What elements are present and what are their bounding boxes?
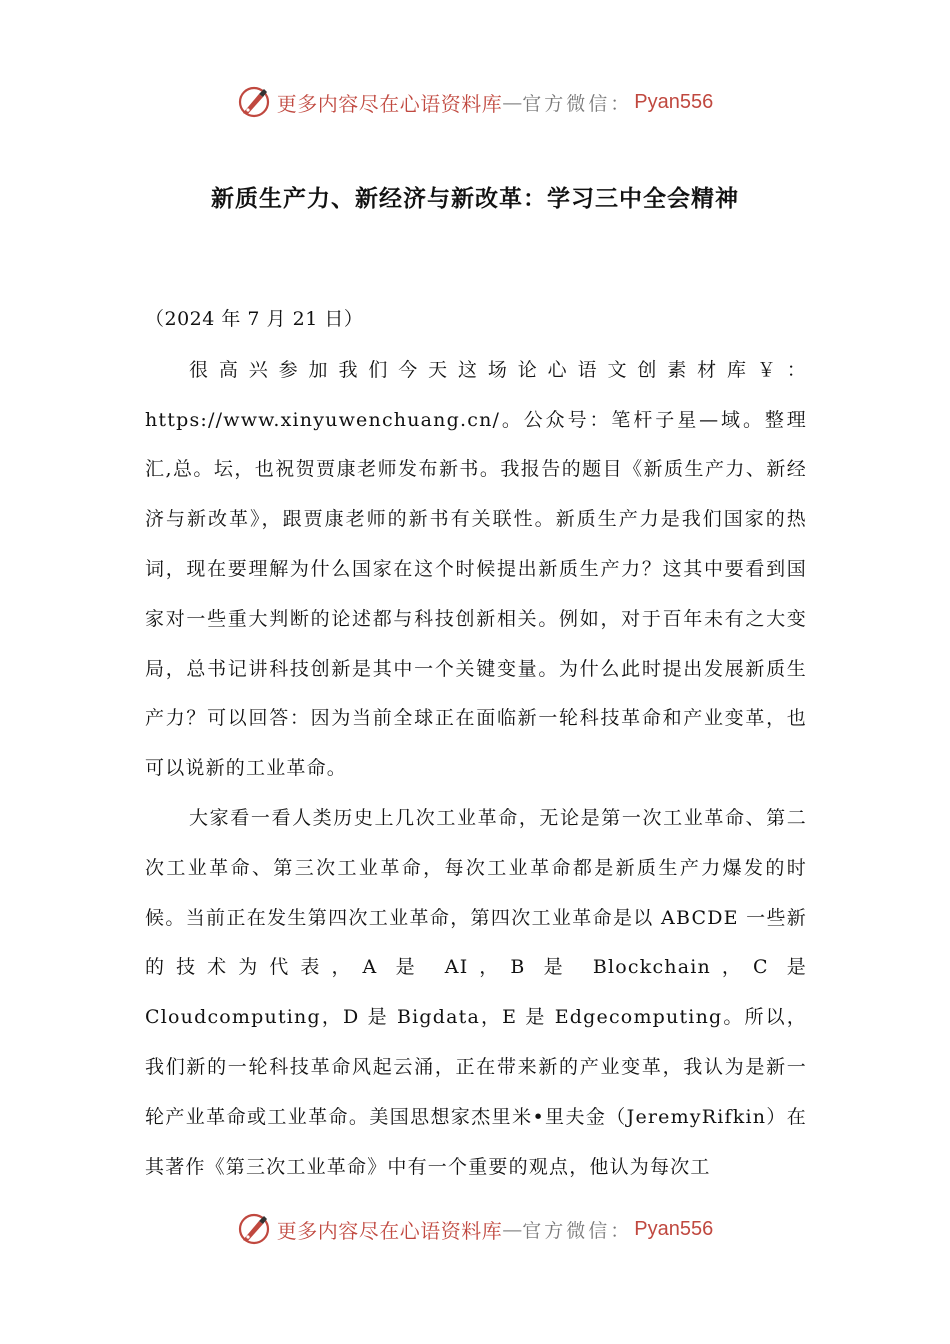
document-date: （2024 年 7 月 21 日） (145, 308, 364, 330)
banner-separator: — (502, 1217, 523, 1241)
banner-wechat-id: Pyan556 (634, 90, 714, 113)
banner-separator: — (502, 90, 523, 114)
banner-wechat-label: 官方微信： (522, 92, 633, 115)
banner-text: 更多内容尽在心语资料库 (276, 91, 503, 116)
paragraph: 大家看一看人类历史上几次工业革命，无论是第一次工业革命、第二次工业革命、第三次工业革命，每次工业革命都是新质生产力爆发的时候。当前正在发生第四次工业革命，第四次工业革命是以 ABCDE 一些新的技术为代表，A 是 AI，B 是 Blockchain，C 是 Cloudcomputing，D 是 Bigdata，E 是 Edgecomputing。所以，我们新的一轮科技革命风起云涌，正在带来新的产业变革，我认为是新一轮产业革命或工业革命。美国思想家杰里米•里夫金（JeremyRifkin）在其著作《第三次工业革命》中有一个重要的观点，他认为每次工 (145, 806, 807, 1178)
banner-wechat-label: 官方微信： (522, 1219, 633, 1242)
document-title: 新质生产力、新经济与新改革：学习三中全会精神 (211, 186, 739, 212)
document-body (145, 295, 807, 1192)
pen-logo-icon (237, 85, 271, 119)
banner-wechat-id: Pyan556 (634, 1217, 714, 1240)
pen-logo-icon (237, 1212, 271, 1246)
banner-text: 更多内容尽在心语资料库 (276, 1218, 503, 1243)
footer-banner (0, 1209, 950, 1249)
paragraph: 很高兴参加我们今天这场论心语文创素材库￥：https://www.xinyuwenchuang.cn/。公众号：笔杆子星—域。整理汇,总。坛，也祝贺贾康老师发布新书。我报告的题目《新质生产力、新经济与新改革》，跟贾康老师的新书有关联性。新质生产力是我们国家的热词，现在要理解为什么国家在这个时候提出新质生产力？这其中要看到国家对一些重大判断的论述都与科技创新相关。例如，对于百年未有之大变局，总书记讲科技创新是其中一个关键变量。为什么此时提出发展新质生产力？可以回答：因为当前全球正在面临新一轮科技革命和产业变革，也可以说新的工业革命。 (145, 358, 807, 780)
header-banner (0, 82, 950, 122)
